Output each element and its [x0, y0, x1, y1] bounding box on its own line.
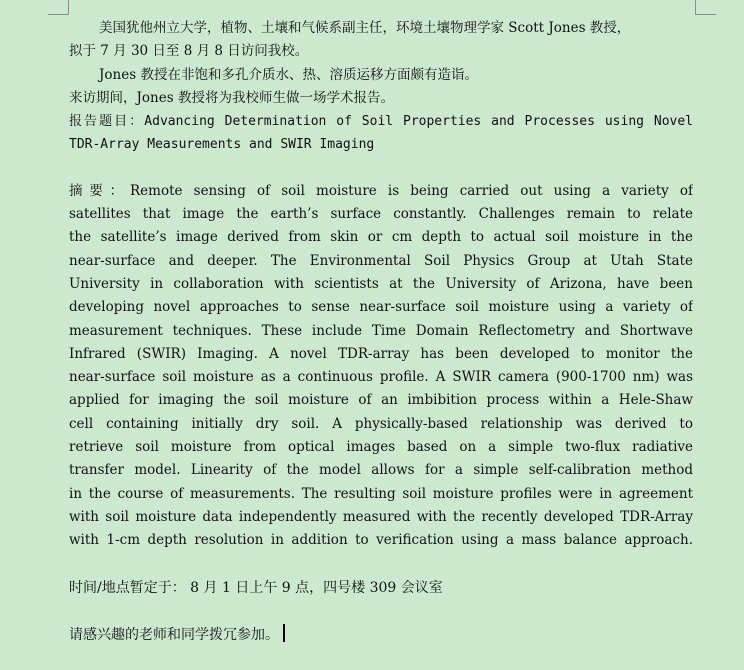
document-body[interactable] [69, 17, 693, 553]
abstract-line: satellites that image the earth’s surface constantly. Challenges remain to relate [69, 206, 693, 223]
abstract-line: University in collaboration with scientists at the University of Arizona, have been [69, 275, 693, 292]
blank-line [69, 157, 693, 180]
text-cursor [283, 624, 285, 642]
abstract-line: with 1-cm depth resolution in addition to verification using a mass balance approach. [69, 532, 693, 549]
abstract-line: transfer model. Linearity of the model allows for a simple self-calibration method [69, 462, 693, 479]
margin-corner-mark-left [48, 0, 69, 15]
abstract-line: near-surface and deeper. The Environmental Soil Physics Group at Utah State [69, 252, 693, 269]
abstract-line: the satellite’s image derived from skin or cm depth to actual soil moisture in the [69, 229, 693, 246]
abstract-line: measurement techniques. These include Time Domain Reflectometry and Shortwave [69, 322, 693, 339]
abstract-line: cell containing initially dry soil. A physically-based relationship was derived to [69, 415, 693, 432]
abstract-line: applied for imaging the soil moisture of an imbibition process within a Hele-Shaw [69, 392, 693, 409]
abstract-line: near-surface soil moisture as a continuous profile. A SWIR camera (900-1700 nm) was [69, 369, 693, 386]
intro-line: 来访期间，Jones 教授将为我校师生做一场学术报告。 [69, 89, 394, 106]
schedule-line: 时间/地点暂定于： 8 月 1 日上午 9 点，四号楼 309 会议室 [69, 580, 443, 596]
margin-corner-mark-right [695, 0, 716, 15]
intro-line: 美国犹他州立大学，植物、土壤和气候系副主任，环境土壤物理学家 Scott Jones 教授， [99, 20, 631, 36]
abstract-line: 摘要：Remote sensing of soil moisture is being carried out using a variety of [69, 182, 693, 199]
report-title-line: TDR-Array Measurements and SWIR Imaging [69, 137, 375, 153]
abstract-line: Infrared (SWIR) Imaging. A novel TDR-array has been developed to monitor the [69, 345, 693, 362]
abstract-line: in the course of measurements. The resulting soil moisture profiles were in agreement [69, 485, 693, 502]
abstract-line: developing novel approaches to sense near-surface soil moisture using a variety of [69, 299, 693, 316]
invitation-line [69, 624, 285, 647]
report-title-line: 报告题目：Advancing Determination of Soil Properties and Processes using Novel [69, 114, 693, 130]
intro-line: Jones 教授在非饱和多孔介质水、热、溶质运移方面颇有造诣。 [99, 66, 478, 83]
abstract-line: retrieve soil moisture from optical images based on a simple two-flux radiative [69, 439, 693, 456]
abstract-line: with soil moisture data independently measured with the recently developed TDR-Array [69, 508, 693, 525]
invitation-text: 请感兴趣的老师和同学拨冗参加。 [69, 627, 279, 643]
abstract-paragraph [69, 180, 693, 553]
intro-line: 拟于 7 月 30 日至 8 月 8 日访问我校。 [69, 43, 309, 60]
